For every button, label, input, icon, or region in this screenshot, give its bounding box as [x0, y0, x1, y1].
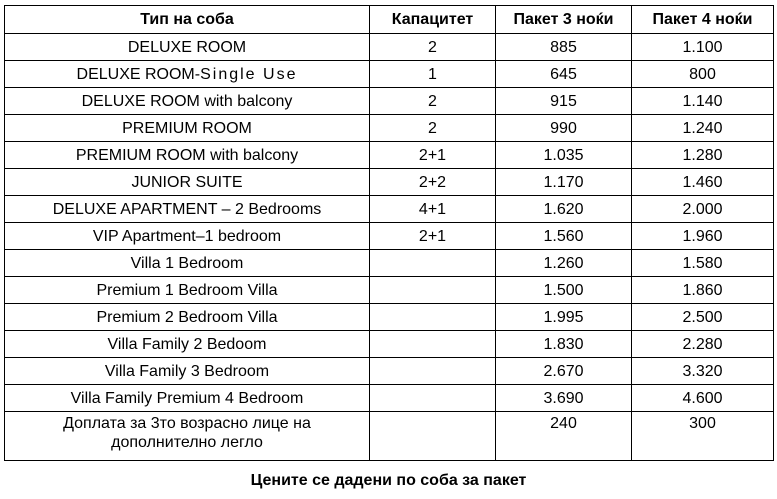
price-4-nights-cell: 2.500 — [632, 304, 774, 331]
table-row — [5, 304, 774, 331]
capacity-cell: 2 — [370, 88, 496, 115]
price-4-nights-cell: 2.000 — [632, 196, 774, 223]
room-type-cell: PREMIUM ROOM — [5, 115, 370, 142]
price-4-nights-cell: 1.280 — [632, 142, 774, 169]
capacity-cell — [370, 385, 496, 412]
capacity-cell: 4+1 — [370, 196, 496, 223]
price-3-nights-cell: 1.560 — [496, 223, 632, 250]
price-3-nights-cell: 1.995 — [496, 304, 632, 331]
capacity-cell — [370, 250, 496, 277]
room-type-spaced-suffix: Single Use — [200, 65, 298, 83]
price-3-nights-cell: 885 — [496, 34, 632, 61]
capacity-cell: 2+2 — [370, 169, 496, 196]
room-type-cell — [5, 61, 370, 88]
header-room-type: Тип на соба — [5, 6, 370, 34]
table-row — [5, 412, 774, 461]
capacity-cell: 2 — [370, 34, 496, 61]
table-row — [5, 385, 774, 412]
price-4-nights-cell: 1.100 — [632, 34, 774, 61]
surcharge-line-1: Доплата за 3то возрасно лице на — [63, 415, 311, 432]
capacity-cell: 2 — [370, 115, 496, 142]
table-row — [5, 34, 774, 61]
room-type-cell: JUNIOR SUITE — [5, 169, 370, 196]
capacity-cell: 2+1 — [370, 142, 496, 169]
table-row — [5, 223, 774, 250]
price-4-nights-cell: 1.860 — [632, 277, 774, 304]
capacity-cell — [370, 277, 496, 304]
price-4-nights-cell: 300 — [632, 412, 774, 461]
room-type-cell: DELUXE ROOM — [5, 34, 370, 61]
header-capacity: Капацитет — [370, 6, 496, 34]
table-row — [5, 331, 774, 358]
room-type-cell: Villa Family 3 Bedroom — [5, 358, 370, 385]
surcharge-line-2: дополнително легло — [111, 434, 263, 451]
table-row — [5, 277, 774, 304]
price-3-nights-cell: 1.620 — [496, 196, 632, 223]
header-package-4-nights: Пакет 4 ноќи — [632, 6, 774, 34]
room-type-cell: VIP Apartment–1 bedroom — [5, 223, 370, 250]
room-type-cell — [5, 412, 370, 461]
price-3-nights-cell: 1.035 — [496, 142, 632, 169]
table-row — [5, 61, 774, 88]
table-row — [5, 115, 774, 142]
price-4-nights-cell: 2.280 — [632, 331, 774, 358]
table-row — [5, 142, 774, 169]
capacity-cell — [370, 331, 496, 358]
price-table — [4, 5, 774, 461]
table-row — [5, 169, 774, 196]
price-4-nights-cell: 4.600 — [632, 385, 774, 412]
price-3-nights-cell: 1.260 — [496, 250, 632, 277]
price-4-nights-cell: 3.320 — [632, 358, 774, 385]
room-type-cell: Villa Family Premium 4 Bedroom — [5, 385, 370, 412]
room-type-cell: DELUXE APARTMENT – 2 Bedrooms — [5, 196, 370, 223]
price-3-nights-cell: 990 — [496, 115, 632, 142]
capacity-cell — [370, 304, 496, 331]
price-4-nights-cell: 1.580 — [632, 250, 774, 277]
capacity-cell: 1 — [370, 61, 496, 88]
room-type-cell: Villa Family 2 Bedoom — [5, 331, 370, 358]
price-3-nights-cell: 1.170 — [496, 169, 632, 196]
room-type-cell: Premium 2 Bedroom Villa — [5, 304, 370, 331]
price-3-nights-cell: 645 — [496, 61, 632, 88]
footer-note: Цените се дадени по соба за пакет — [250, 472, 527, 489]
table-row — [5, 196, 774, 223]
table-row — [5, 250, 774, 277]
room-type-cell: Villa 1 Bedroom — [5, 250, 370, 277]
price-3-nights-cell: 240 — [496, 412, 632, 461]
capacity-cell — [370, 412, 496, 461]
price-3-nights-cell: 3.690 — [496, 385, 632, 412]
table-header-row — [5, 6, 774, 34]
room-type-cell: DELUXE ROOM with balcony — [5, 88, 370, 115]
header-package-3-nights: Пакет 3 ноќи — [496, 6, 632, 34]
price-4-nights-cell: 1.460 — [632, 169, 774, 196]
price-4-nights-cell: 1.140 — [632, 88, 774, 115]
price-3-nights-cell: 1.500 — [496, 277, 632, 304]
capacity-cell: 2+1 — [370, 223, 496, 250]
room-type-cell: Premium 1 Bedroom Villa — [5, 277, 370, 304]
price-4-nights-cell: 1.240 — [632, 115, 774, 142]
price-4-nights-cell: 1.960 — [632, 223, 774, 250]
price-3-nights-cell: 915 — [496, 88, 632, 115]
table-row — [5, 358, 774, 385]
room-type-cell: PREMIUM ROOM with balcony — [5, 142, 370, 169]
price-4-nights-cell: 800 — [632, 61, 774, 88]
price-3-nights-cell: 1.830 — [496, 331, 632, 358]
capacity-cell — [370, 358, 496, 385]
price-3-nights-cell: 2.670 — [496, 358, 632, 385]
room-type-main: DELUXE ROOM- — [76, 65, 201, 83]
table-row — [5, 88, 774, 115]
